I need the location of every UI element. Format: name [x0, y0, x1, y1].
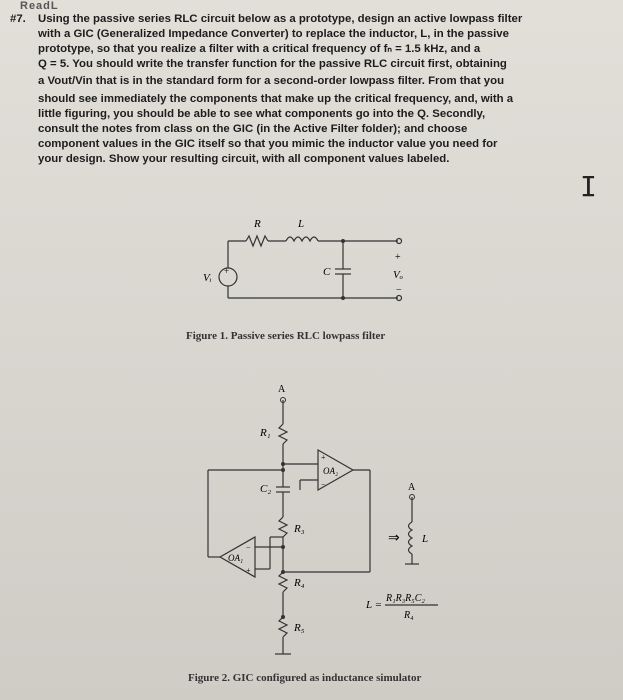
- fig1-output-plus: +: [395, 252, 401, 263]
- resistor-r1-icon: [279, 424, 287, 444]
- problem-line-7: little figuring, you should be able to see what components go into the Q. Secondly,: [38, 108, 486, 120]
- fig2-label-r3: R₃: [294, 523, 305, 535]
- fig2-formula-denominator: R₄: [404, 610, 414, 621]
- fig1-output-minus: −: [396, 285, 402, 296]
- problem-line-5: a Vout/Vin that is in the standard form for a second-order lowpass filter. From that you: [38, 75, 505, 87]
- fig2-oa2-plus: +: [321, 453, 326, 462]
- fig2-label-r5: R₅: [294, 622, 305, 634]
- header-fragment: ReadL: [20, 0, 59, 12]
- fig1-label-r: R: [254, 218, 261, 230]
- fig1-label-l: L: [298, 218, 305, 230]
- figure2-circuit: [0, 372, 623, 692]
- resistor-r5-icon: [279, 617, 287, 637]
- problem-line-3: prototype, so that you realize a filter with a critical frequency of fₙ = 1.5 kHz, and a: [38, 43, 481, 55]
- fig1-label-vi: Vᵢ: [203, 272, 212, 284]
- problem-line-2: with a GIC (Generalized Impedance Converter) to replace the inductor, L, in the passive: [38, 28, 509, 40]
- problem-line-8: consult the notes from class on the GIC (in the Active Filter folder); and choose: [38, 123, 468, 135]
- resistor-r-icon: [246, 236, 268, 246]
- fig2-label-a-right: A: [408, 482, 416, 493]
- fig2-label-r1: R₁: [260, 427, 271, 439]
- text-cursor-icon: I: [580, 170, 597, 203]
- figure2-caption: Figure 2. GIC configured as inductance simulator: [188, 672, 422, 684]
- fig2-equiv-arrow: ⇒: [388, 531, 400, 546]
- problem-line-10: your design. Show your resulting circuit, with all component values labeled.: [38, 153, 450, 165]
- figure1-caption: Figure 1. Passive series RLC lowpass filter: [186, 330, 386, 342]
- fig2-formula-numerator: R₁R₃R₅C₂: [386, 593, 425, 604]
- fig2-label-oa2: OA₂: [323, 466, 339, 476]
- fig2-oa1-minus: −: [246, 543, 251, 552]
- fig2-label-c2: C₂: [260, 483, 272, 495]
- fig1-source-plus: +: [224, 266, 230, 276]
- problem-line-4: Q = 5. You should write the transfer function for the passive RLC circuit first, obtaining: [38, 58, 507, 70]
- problem-line-9: component values in the GIC itself so that you mimic the inductor value you need for: [38, 138, 498, 150]
- resistor-r4-icon: [279, 572, 287, 592]
- fig2-oa1-plus: +: [246, 566, 251, 575]
- fig2-label-oa1: OA₁: [228, 553, 244, 563]
- fig1-label-c: C: [323, 266, 331, 278]
- fig2-l-equals: L =: [366, 599, 383, 611]
- fig2-label-r4: R₄: [294, 577, 305, 589]
- fig1-label-vo: Vₒ: [393, 269, 403, 281]
- problem-line-6: should see immediately the components that make up the critical frequency, and, with a: [38, 93, 514, 105]
- problem-line-1: Using the passive series RLC circuit below as a prototype, design an active lowpass filter: [38, 13, 523, 25]
- inductor-equivalent-icon: [409, 522, 413, 554]
- fig2-label-l: L: [422, 533, 429, 545]
- fig2-label-a-top: A: [278, 384, 286, 395]
- inductor-l-icon: [286, 237, 318, 241]
- problem-number: #7.: [10, 13, 26, 25]
- fig2-oa2-minus: −: [321, 480, 326, 489]
- resistor-r3-icon: [279, 517, 287, 537]
